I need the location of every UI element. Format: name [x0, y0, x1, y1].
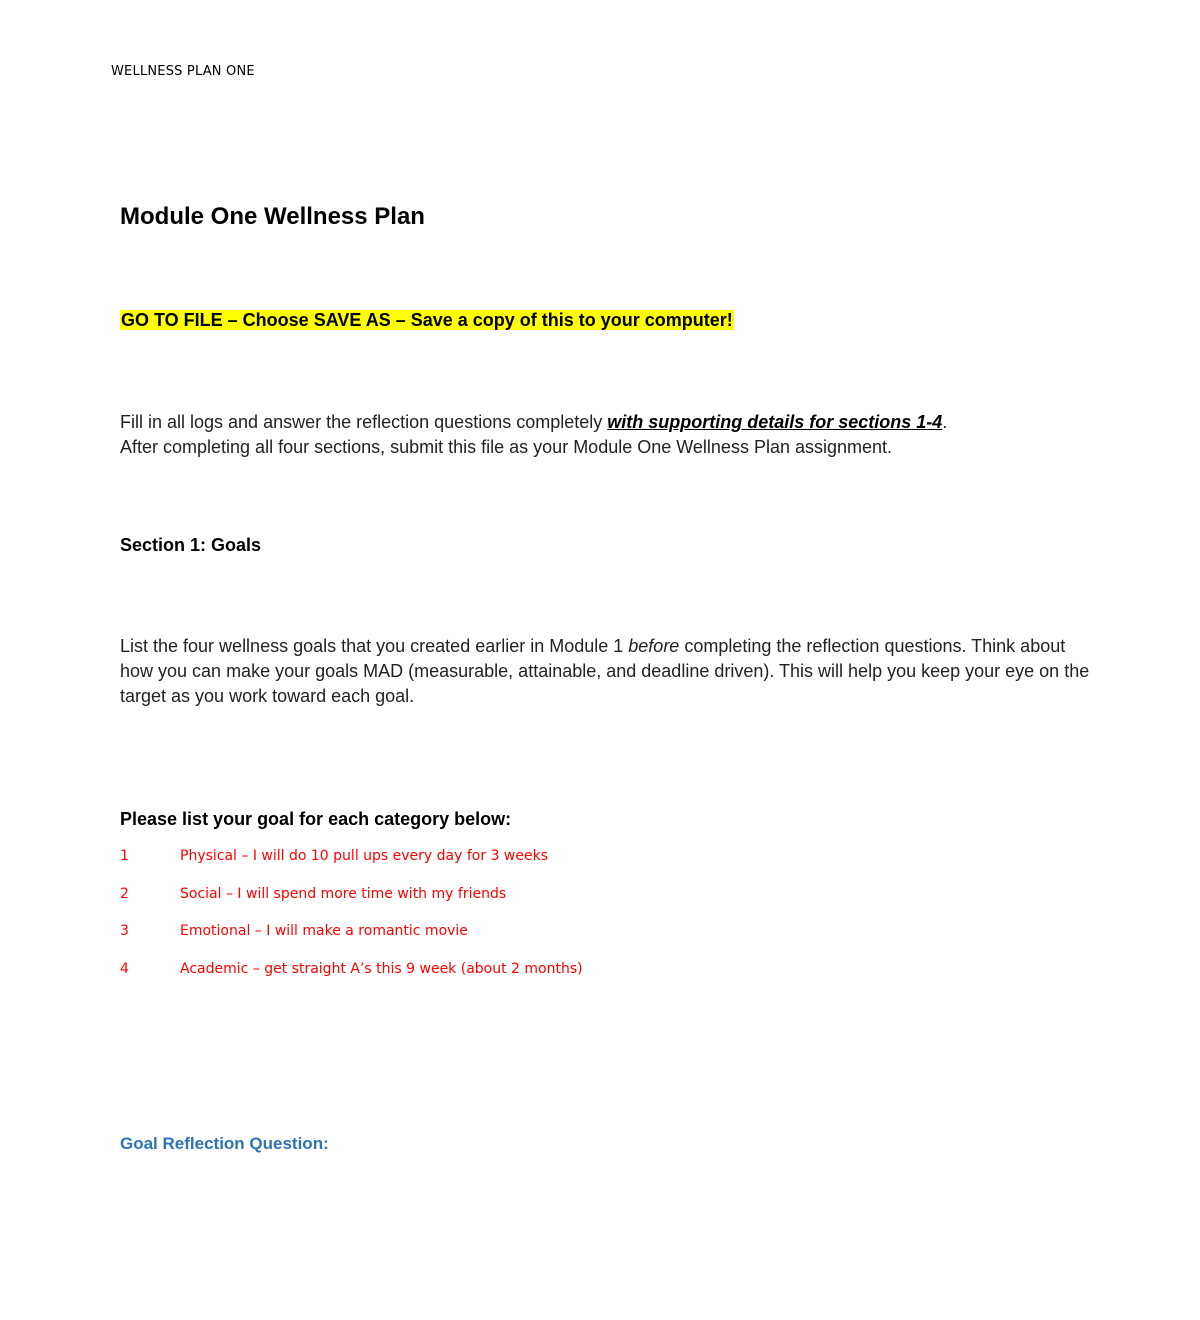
goals-list — [120, 848, 583, 998]
section-1-text-part2: completing the reflection questions. Think about how you can make your goals MAD (measurable, attainable, and deadline driven). This will help you keep your eye on the target as you work toward each goal. — [120, 636, 1090, 706]
goal-text: Emotional – I will make a romantic movie — [180, 923, 468, 939]
intro-text-part2: . — [942, 412, 948, 432]
section-1-italic: before — [628, 636, 680, 656]
section-1-text-part1: List the four wellness goals that you created earlier in Module 1 — [120, 636, 629, 656]
intro-paragraph — [120, 410, 1100, 460]
intro-text-part1: Fill in all logs and answer the reflection questions completely — [120, 412, 608, 432]
goal-reflection-heading: Goal Reflection Question: — [120, 1134, 329, 1153]
list-item — [120, 848, 583, 886]
intro-line2: After completing all four sections, submit this file as your Module One Wellness Plan assignment. — [120, 437, 893, 457]
save-instruction-text: GO TO FILE – Choose SAVE AS – Save a copy of this to your computer! — [121, 310, 733, 330]
list-item — [120, 886, 583, 924]
goal-text: Academic – get straight A’s this 9 week (about 2 months) — [180, 960, 583, 977]
list-item — [120, 961, 583, 999]
save-instruction — [120, 310, 734, 331]
goal-number: 2 — [120, 885, 129, 902]
goal-number: 3 — [120, 923, 129, 939]
goal-number: 1 — [120, 848, 129, 864]
goal-text: Social – I will spend more time with my friends — [180, 885, 507, 902]
section-1-paragraph — [120, 634, 1100, 709]
running-head: WELLNESS PLAN ONE — [111, 64, 255, 79]
document-title: Module One Wellness Plan — [120, 203, 425, 230]
intro-emphasis: with supporting details for sections 1-4 — [607, 412, 943, 432]
goal-text: Physical – I will do 10 pull ups every day for 3 weeks — [180, 848, 548, 864]
list-item — [120, 923, 583, 961]
section-1-heading: Section 1: Goals — [120, 535, 262, 555]
goal-number: 4 — [120, 960, 129, 977]
goals-heading: Please list your goal for each category below: — [120, 809, 512, 829]
